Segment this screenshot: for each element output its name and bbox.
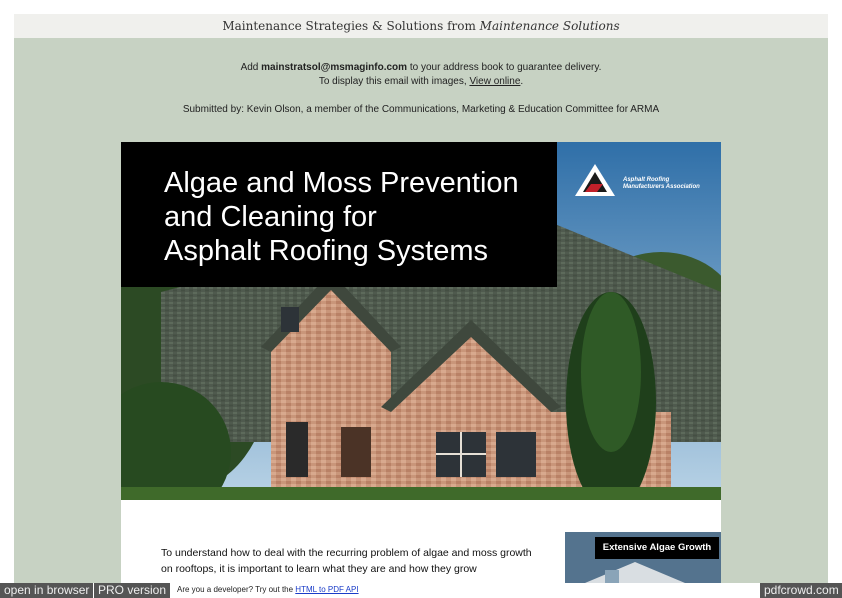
- developer-note-text: Are you a developer? Try out the: [177, 585, 296, 594]
- address-book-notice: [14, 62, 828, 73]
- view-online-link[interactable]: View online: [469, 76, 521, 87]
- submitted-by: Submitted by: Kevin Olson, a member of the Communications, Marketing & Education Committee for ARMA: [182, 104, 660, 115]
- inset-caption: Extensive Algae Growth: [595, 537, 719, 559]
- algae-growth-photo: [565, 532, 721, 583]
- sender-email: mainstratsol@msmaginfo.com: [261, 62, 408, 73]
- pdfcrowd-brand[interactable]: pdfcrowd.com: [760, 583, 842, 598]
- article-title: Algae and Moss Prevention and Cleaning for Asphalt Roofing Systems: [164, 167, 519, 267]
- notice-display-suffix: .: [520, 76, 524, 87]
- notice-add-prefix: Add: [240, 62, 262, 73]
- house-roof-photo: [121, 142, 721, 500]
- article-hero: [121, 142, 721, 583]
- pro-version-button[interactable]: PRO version: [94, 583, 170, 598]
- html-to-pdf-link[interactable]: HTML to PDF API: [295, 585, 359, 594]
- title-panel: [121, 142, 557, 287]
- article-intro: To understand how to deal with the recurring problem of algae and moss growth on rooftops, it is important to learn what they are and how they grow: [161, 547, 532, 575]
- email-content: [14, 38, 828, 583]
- header-title-prefix: Maintenance Strategies & Solutions from: [222, 19, 480, 33]
- open-in-browser-button[interactable]: open in browser: [0, 583, 93, 598]
- developer-note: [177, 585, 359, 594]
- notice-display-prefix: To display this email with images,: [318, 76, 470, 87]
- notice-add-suffix: to your address book to guarantee delivery.: [407, 62, 602, 73]
- pdfcrowd-bar: [0, 583, 842, 598]
- display-images-notice: [14, 76, 828, 87]
- arma-logo-text: Asphalt Roofing Manufacturers Association: [623, 177, 700, 190]
- newsletter-header: [14, 14, 828, 38]
- header-publication-name: Maintenance Solutions: [479, 19, 620, 33]
